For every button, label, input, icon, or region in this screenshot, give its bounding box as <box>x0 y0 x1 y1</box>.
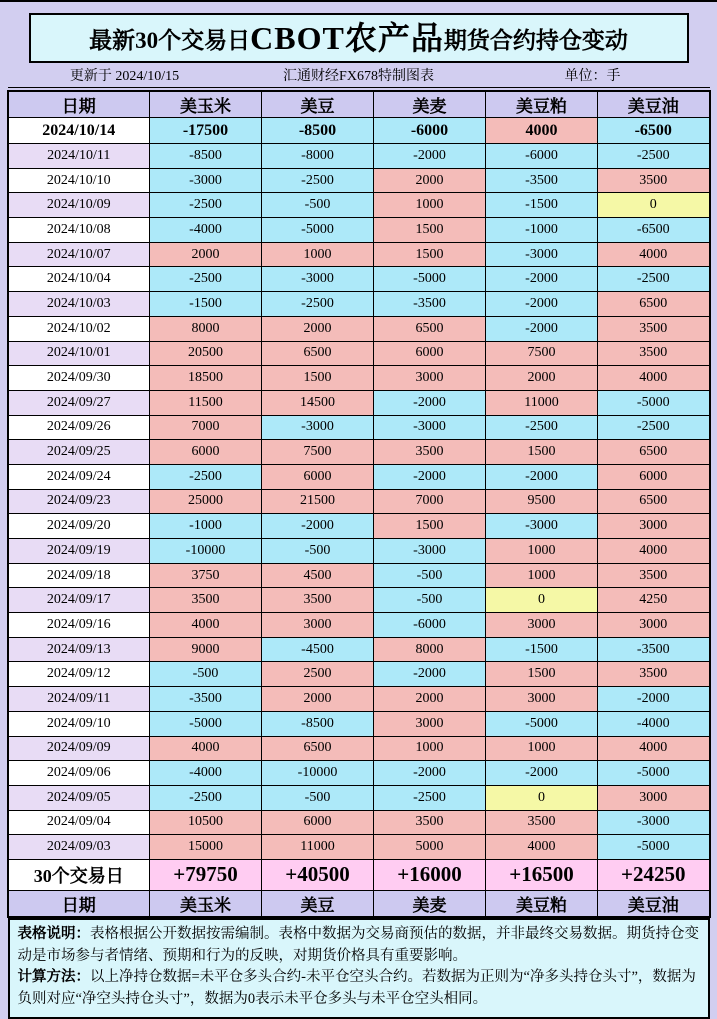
value-cell: -8500 <box>150 144 262 169</box>
value-cell: 1000 <box>486 563 598 588</box>
value-cell: 3000 <box>486 613 598 638</box>
page-title <box>29 13 689 63</box>
table-row <box>8 390 710 415</box>
date-cell: 2024/09/04 <box>8 810 150 835</box>
column-header: 美豆油 <box>598 91 710 118</box>
summary-value-cell: +40500 <box>262 859 374 890</box>
value-cell: -5000 <box>150 711 262 736</box>
value-cell: 3500 <box>598 563 710 588</box>
value-cell: 4000 <box>598 736 710 761</box>
value-cell: -2500 <box>598 267 710 292</box>
value-cell: 2000 <box>374 168 486 193</box>
value-cell: 7500 <box>486 341 598 366</box>
value-cell: 1000 <box>486 539 598 564</box>
value-cell: -3500 <box>150 687 262 712</box>
footer-column-header: 日期 <box>8 890 150 917</box>
table-row <box>8 218 710 243</box>
date-cell: 2024/09/20 <box>8 514 150 539</box>
value-cell: 4250 <box>598 588 710 613</box>
value-cell: -8500 <box>262 118 374 144</box>
value-cell: -5000 <box>598 835 710 860</box>
footer-column-header: 美豆油 <box>598 890 710 917</box>
value-cell: 2000 <box>150 242 262 267</box>
value-cell: 3500 <box>598 168 710 193</box>
date-cell: 2024/10/09 <box>8 193 150 218</box>
value-cell: 21500 <box>262 489 374 514</box>
date-cell: 2024/09/06 <box>8 761 150 786</box>
value-cell: 0 <box>486 785 598 810</box>
value-cell: 4000 <box>486 835 598 860</box>
value-cell: 3000 <box>486 687 598 712</box>
value-cell: -3500 <box>374 292 486 317</box>
value-cell: 1500 <box>486 440 598 465</box>
value-cell: -2000 <box>374 144 486 169</box>
value-cell: 2000 <box>374 687 486 712</box>
value-cell: -2500 <box>374 785 486 810</box>
date-cell: 2024/09/11 <box>8 687 150 712</box>
value-cell: -3500 <box>598 637 710 662</box>
date-cell: 2024/10/08 <box>8 218 150 243</box>
table-row <box>8 316 710 341</box>
value-cell: 3750 <box>150 563 262 588</box>
table-row <box>8 267 710 292</box>
value-cell: -2000 <box>374 390 486 415</box>
value-cell: 3500 <box>374 440 486 465</box>
value-cell: -2500 <box>262 292 374 317</box>
table-row <box>8 366 710 391</box>
note-line <box>18 967 700 1011</box>
value-cell: 3500 <box>598 341 710 366</box>
value-cell: 1500 <box>374 218 486 243</box>
value-cell: -3000 <box>486 242 598 267</box>
value-cell: -3000 <box>486 514 598 539</box>
value-cell: -3000 <box>262 415 374 440</box>
value-cell: 2000 <box>486 366 598 391</box>
value-cell: 4000 <box>598 539 710 564</box>
note-label: 计算方法： <box>17 969 90 986</box>
date-cell: 2024/09/18 <box>8 563 150 588</box>
value-cell: 2000 <box>262 687 374 712</box>
value-cell: 3500 <box>374 810 486 835</box>
value-cell: 14500 <box>262 390 374 415</box>
column-header: 日期 <box>8 91 150 118</box>
notes-box <box>8 918 710 1019</box>
value-cell: -2500 <box>150 464 262 489</box>
value-cell: 1500 <box>486 662 598 687</box>
table-row <box>8 415 710 440</box>
table-row <box>8 637 710 662</box>
value-cell: 6000 <box>598 464 710 489</box>
value-cell: -2000 <box>486 292 598 317</box>
date-cell: 2024/09/09 <box>8 736 150 761</box>
table-row <box>8 118 710 144</box>
table-row <box>8 341 710 366</box>
date-cell: 2024/09/12 <box>8 662 150 687</box>
footer-header-row <box>8 890 710 917</box>
value-cell: 4000 <box>486 118 598 144</box>
value-cell: 3000 <box>262 613 374 638</box>
note-line <box>18 924 700 968</box>
summary-value-cell: +16000 <box>374 859 486 890</box>
value-cell: -2000 <box>486 761 598 786</box>
value-cell: -3500 <box>486 168 598 193</box>
value-cell: 9000 <box>150 637 262 662</box>
value-cell: 10500 <box>150 810 262 835</box>
value-cell: -2000 <box>598 687 710 712</box>
value-cell: -2500 <box>262 168 374 193</box>
value-cell: 3000 <box>598 785 710 810</box>
value-cell: -1500 <box>486 193 598 218</box>
table-row <box>8 588 710 613</box>
value-cell: -3000 <box>262 267 374 292</box>
value-cell: 2000 <box>262 316 374 341</box>
date-cell: 2024/10/11 <box>8 144 150 169</box>
value-cell: 7000 <box>374 489 486 514</box>
table-row <box>8 440 710 465</box>
table-row <box>8 242 710 267</box>
column-header: 美豆 <box>262 91 374 118</box>
table-row <box>8 687 710 712</box>
value-cell: -500 <box>262 539 374 564</box>
table-row <box>8 144 710 169</box>
table-row <box>8 711 710 736</box>
value-cell: 3000 <box>374 711 486 736</box>
value-cell: 6000 <box>262 464 374 489</box>
date-cell: 2024/09/19 <box>8 539 150 564</box>
value-cell: -2500 <box>150 785 262 810</box>
value-cell: -2000 <box>486 464 598 489</box>
value-cell: 6500 <box>598 292 710 317</box>
value-cell: -2500 <box>598 415 710 440</box>
table-row <box>8 835 710 860</box>
table-row <box>8 785 710 810</box>
value-cell: -1000 <box>486 218 598 243</box>
value-cell: 1000 <box>486 736 598 761</box>
summary-label: 30个交易日 <box>8 859 150 890</box>
source-label: 汇通财经FX678特制图表 <box>283 69 434 84</box>
value-cell: -5000 <box>598 390 710 415</box>
table-row <box>8 563 710 588</box>
value-cell: -5000 <box>262 218 374 243</box>
value-cell: -6500 <box>598 218 710 243</box>
table-row <box>8 168 710 193</box>
summary-row <box>8 859 710 890</box>
value-cell: 18500 <box>150 366 262 391</box>
value-cell: -500 <box>374 588 486 613</box>
value-cell: -6500 <box>598 118 710 144</box>
value-cell: 20500 <box>150 341 262 366</box>
value-cell: -8000 <box>262 144 374 169</box>
value-cell: -2000 <box>486 316 598 341</box>
value-cell: 7000 <box>150 415 262 440</box>
date-cell: 2024/09/13 <box>8 637 150 662</box>
table-row <box>8 193 710 218</box>
summary-value-cell: +79750 <box>150 859 262 890</box>
date-cell: 2024/09/25 <box>8 440 150 465</box>
value-cell: -2500 <box>150 267 262 292</box>
value-cell: -500 <box>262 785 374 810</box>
value-cell: -2500 <box>486 415 598 440</box>
value-cell: 3500 <box>486 810 598 835</box>
value-cell: -500 <box>374 563 486 588</box>
value-cell: 4000 <box>150 736 262 761</box>
value-cell: -6000 <box>374 118 486 144</box>
value-cell: 3500 <box>598 316 710 341</box>
table-row <box>8 292 710 317</box>
value-cell: 4500 <box>262 563 374 588</box>
date-cell: 2024/10/14 <box>8 118 150 144</box>
value-cell: 9500 <box>486 489 598 514</box>
title-suffix: 期货合约持仓变动 <box>443 27 628 53</box>
date-cell: 2024/09/23 <box>8 489 150 514</box>
value-cell: 6500 <box>262 736 374 761</box>
value-cell: -2000 <box>262 514 374 539</box>
date-cell: 2024/09/10 <box>8 711 150 736</box>
value-cell: -8500 <box>262 711 374 736</box>
date-cell: 2024/09/05 <box>8 785 150 810</box>
value-cell: -10000 <box>262 761 374 786</box>
value-cell: 1000 <box>374 736 486 761</box>
date-cell: 2024/10/03 <box>8 292 150 317</box>
value-cell: -2000 <box>374 662 486 687</box>
date-cell: 2024/09/24 <box>8 464 150 489</box>
table-row <box>8 761 710 786</box>
title-highlight: CBOT农产品 <box>250 20 444 56</box>
value-cell: -1500 <box>150 292 262 317</box>
value-cell: 6000 <box>262 810 374 835</box>
date-cell: 2024/09/16 <box>8 613 150 638</box>
value-cell: -500 <box>150 662 262 687</box>
date-cell: 2024/09/17 <box>8 588 150 613</box>
title-prefix: 最新30个交易日 <box>89 27 251 53</box>
table-row <box>8 613 710 638</box>
date-cell: 2024/09/30 <box>8 366 150 391</box>
date-cell: 2024/09/03 <box>8 835 150 860</box>
value-cell: 8000 <box>374 637 486 662</box>
date-cell: 2024/10/07 <box>8 242 150 267</box>
value-cell: 2500 <box>262 662 374 687</box>
value-cell: 6500 <box>598 440 710 465</box>
value-cell: -500 <box>262 193 374 218</box>
value-cell: -3000 <box>598 810 710 835</box>
value-cell: -5000 <box>598 761 710 786</box>
footer-column-header: 美豆 <box>262 890 374 917</box>
note-text: 表格根据公开数据按需编制。表格中数据为交易商预估的数据，并非最终交易数据。期货持仓变动是市场参与者情绪、预期和行为的反映，对期货价格具有重要影响。 <box>17 925 699 964</box>
value-cell: -17500 <box>150 118 262 144</box>
unit-label: 单位：手 <box>564 69 621 84</box>
value-cell: 3500 <box>150 588 262 613</box>
subtitle-bar <box>8 65 710 88</box>
value-cell: 6000 <box>374 341 486 366</box>
table-row <box>8 736 710 761</box>
value-cell: 1500 <box>262 366 374 391</box>
summary-value-cell: +24250 <box>598 859 710 890</box>
value-cell: 3000 <box>374 366 486 391</box>
date-cell: 2024/10/02 <box>8 316 150 341</box>
table-row <box>8 810 710 835</box>
value-cell: 6500 <box>262 341 374 366</box>
value-cell: -1500 <box>486 637 598 662</box>
date-cell: 2024/10/10 <box>8 168 150 193</box>
footer-column-header: 美玉米 <box>150 890 262 917</box>
value-cell: 7500 <box>262 440 374 465</box>
value-cell: -5000 <box>374 267 486 292</box>
value-cell: -4000 <box>150 218 262 243</box>
value-cell: 4000 <box>150 613 262 638</box>
value-cell: 1500 <box>374 242 486 267</box>
footer-column-header: 美麦 <box>374 890 486 917</box>
value-cell: -2500 <box>150 193 262 218</box>
value-cell: 15000 <box>150 835 262 860</box>
value-cell: 6500 <box>374 316 486 341</box>
value-cell: -6000 <box>486 144 598 169</box>
value-cell: 11000 <box>486 390 598 415</box>
value-cell: -3000 <box>374 415 486 440</box>
value-cell: 6000 <box>150 440 262 465</box>
value-cell: 8000 <box>150 316 262 341</box>
value-cell: 6500 <box>598 489 710 514</box>
page-top-border <box>0 0 717 2</box>
table-row <box>8 662 710 687</box>
value-cell: 4000 <box>598 242 710 267</box>
value-cell: 3500 <box>598 662 710 687</box>
note-text: 以上净持仓数据=未平仓多头合约-未平仓空头合约。若数据为正则为“净多头持仓头寸”，数据为负则对应“净空头持仓头寸”，数据为0表示未平仓多头与未平仓空头相同。 <box>17 969 696 1008</box>
positions-table <box>7 90 711 918</box>
value-cell: 5000 <box>374 835 486 860</box>
value-cell: -5000 <box>486 711 598 736</box>
value-cell: -3000 <box>374 539 486 564</box>
value-cell: -4000 <box>150 761 262 786</box>
footer-column-header: 美豆粕 <box>486 890 598 917</box>
table-row <box>8 514 710 539</box>
value-cell: -4000 <box>598 711 710 736</box>
value-cell: -2000 <box>486 267 598 292</box>
value-cell: 3500 <box>262 588 374 613</box>
value-cell: -1000 <box>150 514 262 539</box>
value-cell: -2500 <box>598 144 710 169</box>
date-cell: 2024/10/04 <box>8 267 150 292</box>
value-cell: 11500 <box>150 390 262 415</box>
value-cell: 3000 <box>598 514 710 539</box>
column-header: 美玉米 <box>150 91 262 118</box>
summary-value-cell: +16500 <box>486 859 598 890</box>
value-cell: 0 <box>598 193 710 218</box>
value-cell: 25000 <box>150 489 262 514</box>
value-cell: 3000 <box>598 613 710 638</box>
note-label: 表格说明： <box>17 925 90 942</box>
table-row <box>8 539 710 564</box>
table-header-row <box>8 91 710 118</box>
value-cell: 4000 <box>598 366 710 391</box>
date-cell: 2024/09/26 <box>8 415 150 440</box>
value-cell: -10000 <box>150 539 262 564</box>
value-cell: -3000 <box>150 168 262 193</box>
column-header: 美豆粕 <box>486 91 598 118</box>
table-row <box>8 489 710 514</box>
column-header: 美麦 <box>374 91 486 118</box>
value-cell: 0 <box>486 588 598 613</box>
value-cell: -2000 <box>374 761 486 786</box>
value-cell: 1000 <box>374 193 486 218</box>
value-cell: -6000 <box>374 613 486 638</box>
value-cell: -2000 <box>374 464 486 489</box>
date-cell: 2024/09/27 <box>8 390 150 415</box>
value-cell: -4500 <box>262 637 374 662</box>
value-cell: 1000 <box>262 242 374 267</box>
date-cell: 2024/10/01 <box>8 341 150 366</box>
value-cell: 11000 <box>262 835 374 860</box>
table-row <box>8 464 710 489</box>
updated-date-label: 更新于 2024/10/15 <box>69 69 180 84</box>
value-cell: 1500 <box>374 514 486 539</box>
